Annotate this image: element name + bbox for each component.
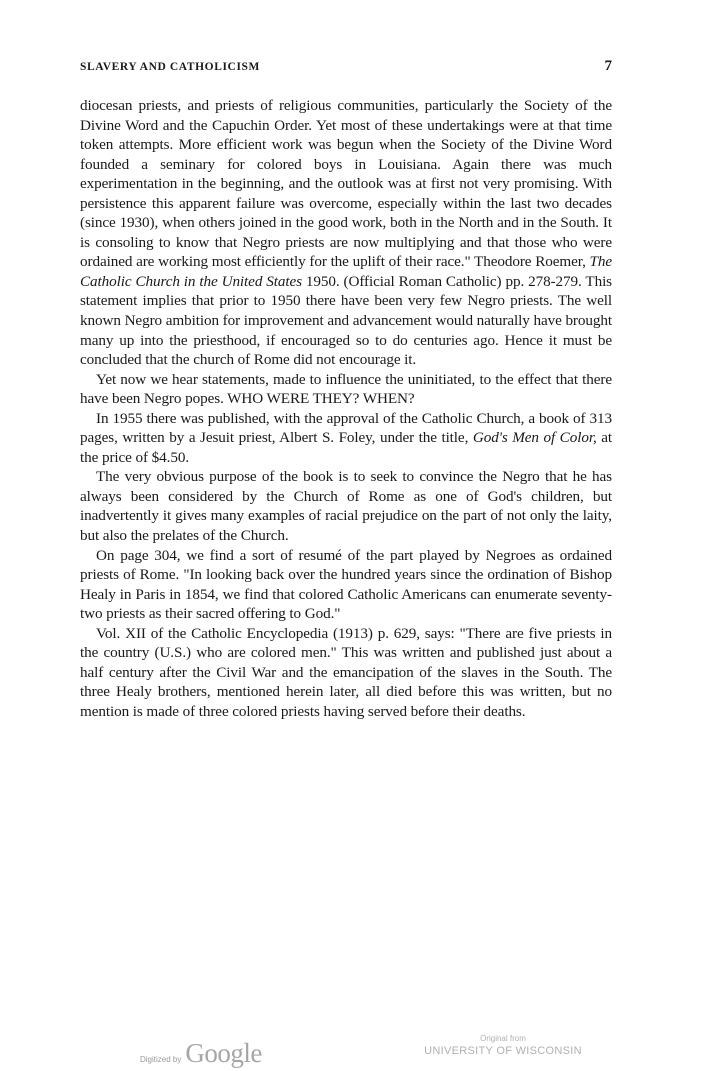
paragraph-1 [80,96,612,370]
paragraph-text: In 1955 there was published, with the approval of the Catholic Church, a book of 313 pages, written by a Jesuit priest, Albert S. Foley, under the title, [80,409,612,447]
paragraph-text: at the price of $4.50. [80,429,612,466]
book-title-italic: The Catholic Church in the United States [80,253,612,290]
paragraph-text: The very obvious purpose of the book is to seek to convince the Negro that he has always been considered by the Church of Rome as one of God's children, but inadvertently it gives many examples of racial prejudice on the part of not only the laity, but also the prelates of the Church. [80,468,612,545]
page-number: 7 [604,58,612,74]
paragraph-text: 1950. (Official Roman Catholic) pp. 278-279. This statement implies that prior to 1950 there have been very few Negro priests. The well known Negro ambition for improvement and advancement would naturally have brought many up into the priesthood, if encouraged so to do centuries ago. Hence it must be concluded that the church of Rome did not encourage it. [80,272,612,369]
paragraph-5 [80,546,612,624]
original-from-watermark [418,1034,588,1058]
paragraph-3 [80,409,612,468]
google-logo: Google [185,1038,262,1068]
scan-footer [0,1028,711,1068]
running-title: SLAVERY AND CATHOLICISM [80,61,260,73]
paragraph-text: Yet now we hear statements, made to influence the uninitiated, to the effect that there have been Negro popes. WHO WERE THEY? WHEN? [80,370,612,408]
paragraph-2 [80,370,612,409]
paragraph-6 [80,624,612,722]
paragraph-text: Vol. XII of the Catholic Encyclopedia (1913) p. 629, says: "There are five priests in the country (U.S.) who are colored men." This was written and published just about a half century after the Civil War and the emancipation of the slaves in the South. The three Healy brothers, mentioned herein later, all died before this was written, but no mention is made of three colored priests having served before their deaths. [80,624,612,720]
running-head [80,58,612,84]
digitized-by-label: Digitized by [140,1055,182,1064]
body-text [80,96,612,722]
institution-name: UNIVERSITY OF WISCONSIN [424,1045,582,1057]
original-from-label: Original from [480,1034,526,1043]
paragraph-4 [80,467,612,545]
book-page [80,58,612,722]
paragraph-text: On page 304, we find a sort of resumé of the part played by Negroes as ordained priests of Rome. "In looking back over the hundred years since the ordination of Bishop Healy in Paris in 1854, we find that colored Catholic Americans can enumerate seventy-two priests as their sacred offering to God." [80,546,612,623]
book-title-italic: God's Men of Color, [472,429,597,447]
digitized-by-watermark [140,1038,262,1069]
paragraph-text: diocesan priests, and priests of religious communities, particularly the Society of the Divine Word and the Capuchin Order. Yet most of these undertakings were at that time token attempts. More efficient work was begun when the Society of the Divine Word founded a seminary for colored boys in Louisiana. Again there was much experimentation in the beginning, and the outlook was at first not very promising. With persistence this apparent failure was overcome, especially within the last two decades (since 1930), when others joined in the good work, both in the North and in the South. It is consoling to know that Negro priests are now multiplying and that those who were ordained are working most efficiently for the uplift of their race." Theodore Roemer, [80,97,612,271]
